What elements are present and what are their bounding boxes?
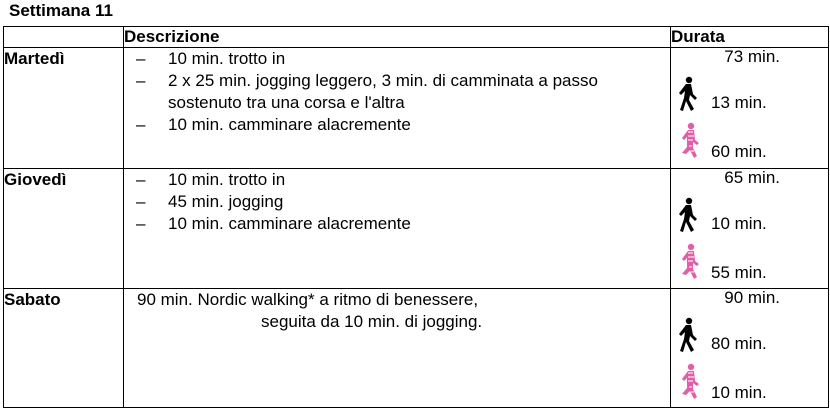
dash: –	[136, 71, 146, 90]
dash: –	[136, 170, 146, 189]
list-item	[124, 48, 670, 70]
table-row	[4, 289, 829, 408]
header-row	[4, 27, 829, 48]
runner-icon	[679, 363, 701, 401]
header-description: Descrizione	[124, 27, 671, 48]
description-line-2: seguita da 10 min. di jogging.	[261, 312, 483, 331]
item-text: 10 min. camminare alacremente	[168, 214, 411, 233]
duration-walk: 80 min.	[711, 334, 767, 353]
list-item	[124, 70, 670, 114]
day-cell: Giovedì	[4, 169, 124, 289]
duration-cell	[671, 48, 829, 169]
description-cell	[124, 48, 671, 169]
dash: –	[136, 115, 146, 134]
day-cell: Martedì	[4, 48, 124, 169]
duration-total: 90 min.	[724, 288, 780, 307]
list-item	[124, 213, 670, 235]
description-text	[124, 289, 670, 333]
duration-run: 60 min.	[711, 142, 767, 161]
list-item	[124, 191, 670, 213]
item-text: 10 min. trotto in	[168, 49, 286, 68]
duration-total: 65 min.	[724, 168, 780, 187]
description-cell	[124, 289, 671, 408]
description-cell	[124, 169, 671, 289]
duration-cell	[671, 169, 829, 289]
list-item	[124, 114, 670, 136]
day-cell: Sabato	[4, 289, 124, 408]
item-text: 2 x 25 min. jogging leggero, 3 min. di camminata a passo sostenuto tra una corsa e l'altra	[168, 71, 598, 112]
walker-icon	[677, 197, 699, 233]
duration-walk: 10 min.	[711, 214, 767, 233]
duration-walk: 13 min.	[711, 93, 767, 112]
dash: –	[136, 214, 146, 233]
duration-run: 55 min.	[711, 263, 767, 282]
item-text: 10 min. trotto in	[168, 170, 286, 189]
runner-icon	[679, 122, 701, 160]
dash: –	[136, 49, 146, 68]
training-table	[3, 26, 829, 408]
description-list	[124, 169, 670, 235]
table-row	[4, 48, 829, 169]
duration-cell	[671, 289, 829, 408]
description-line-1: 90 min. Nordic walking* a ritmo di benessere,	[137, 290, 479, 309]
item-text: 45 min. jogging	[168, 192, 284, 211]
description-list	[124, 48, 670, 136]
runner-icon	[679, 243, 701, 281]
item-text: 10 min. camminare alacremente	[168, 115, 411, 134]
walker-icon	[677, 76, 699, 112]
header-duration: Durata	[671, 27, 829, 48]
walker-icon	[677, 317, 699, 353]
list-item	[124, 169, 670, 191]
header-day	[4, 27, 124, 48]
duration-run: 10 min.	[711, 383, 767, 402]
duration-total: 73 min.	[724, 47, 780, 66]
dash: –	[136, 192, 146, 211]
week-title: Settimana 11	[9, 1, 113, 20]
table-row	[4, 169, 829, 289]
